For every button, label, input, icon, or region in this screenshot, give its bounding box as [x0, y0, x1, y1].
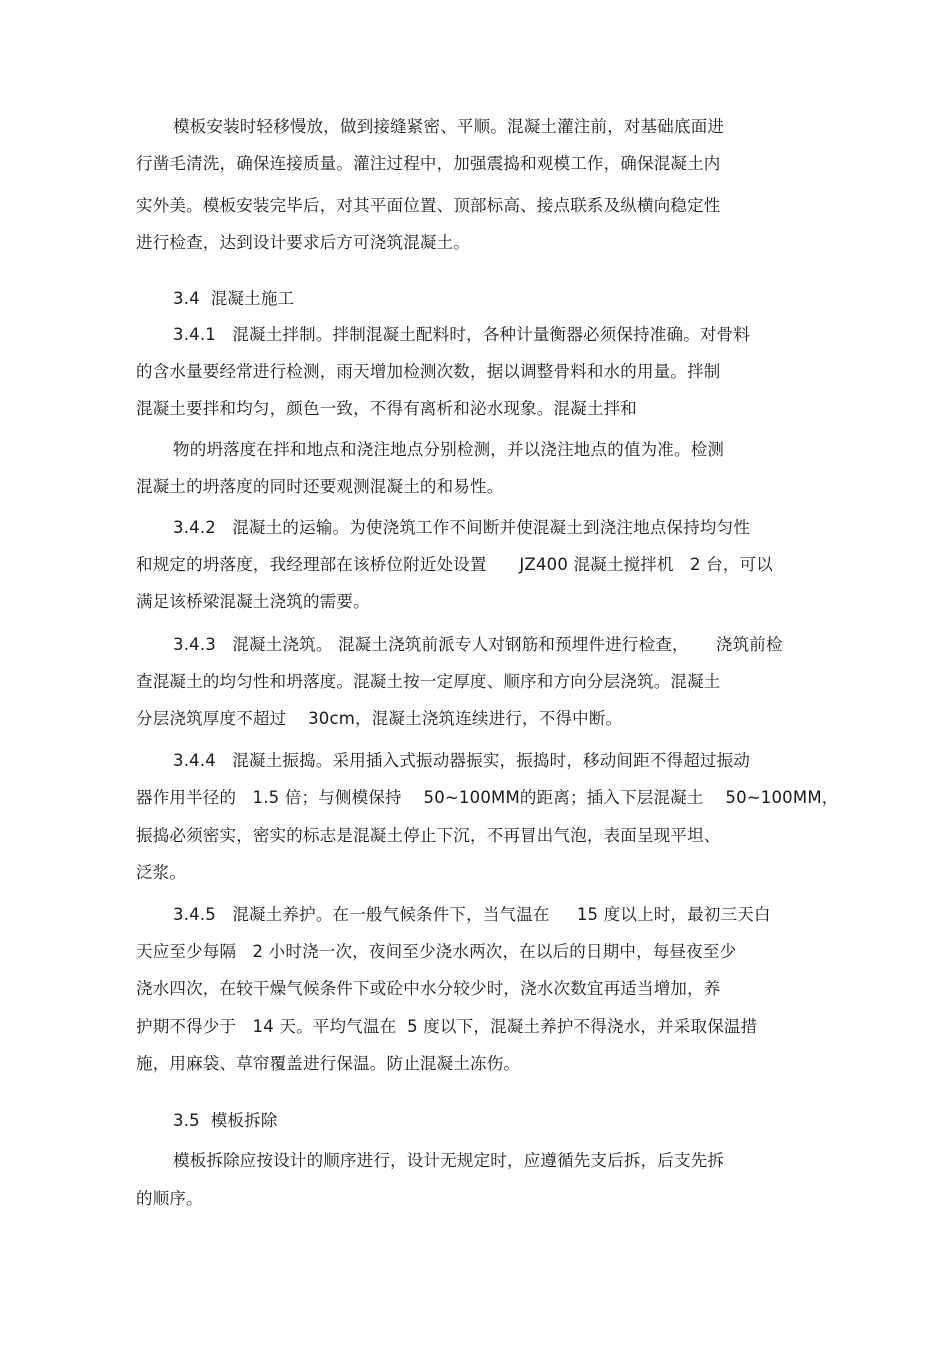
text-line: 3.4.1 混凝土拌制。拌制混凝土配料时，各种计量衡器必须保持准确。对骨料	[173, 325, 751, 344]
text-line: 泛浆。	[136, 863, 187, 882]
text-line: 查混凝土的均匀性和坍落度。混凝土按一定厚度、顺序和方向分层浇筑。混凝土	[136, 672, 721, 691]
text-line: 3.4.2 混凝土的运输。为使浇筑工作不间断并使混凝土到浇注地点保持均匀性	[173, 518, 751, 537]
text-line: 模板拆除应按设计的顺序进行，设计无规定时，应遵循先支后拆，后支先拆	[173, 1151, 725, 1170]
text-line: 振捣必须密实，密实的标志是混凝土停止下沉，不再冒出气泡，表面呈现平坦、	[136, 826, 721, 845]
text-line: 行凿毛清洗，确保连接质量。灌注过程中，加强震捣和观模工作，确保混凝土内	[136, 154, 721, 173]
text-line: 天应至少每隔 2 小时浇一次，夜间至少浇水两次，在以后的日期中，每昼夜至少	[136, 942, 737, 961]
text-line: 施，用麻袋、草帘覆盖进行保温。防止混凝土冻伤。	[136, 1054, 521, 1073]
text-line: 的含水量要经常进行检测，雨天增加检测次数，据以调整骨料和水的用量。拌制	[136, 362, 721, 381]
text-line: 分层浇筑厚度不超过 30cm，混凝土浇筑连续进行，不得中断。	[136, 709, 623, 728]
text-line: 混凝土要拌和均匀，颜色一致，不得有离析和泌水现象。混凝土拌和	[136, 399, 637, 418]
text-line: 浇水四次，在较干燥气候条件下或砼中水分较少时，浇水次数宜再适当增加，养	[136, 979, 721, 998]
text-line: 物的坍落度在拌和地点和浇注地点分别检测，并以浇注地点的值为准。检测	[173, 440, 725, 459]
text-line: 3.4.3 混凝土浇筑。 混凝土浇筑前派专人对钢筋和预埋件进行检查， 浇筑前检	[173, 635, 783, 654]
text-line: 模板安装时轻移慢放，做到接缝紧密、平顺。混凝土灌注前，对基础底面进	[173, 117, 725, 136]
text-line: 实外美。模板安装完毕后，对其平面位置、顶部标高、接点联系及纵横向稳定性	[136, 196, 721, 215]
section-heading: 3.5 模板拆除	[173, 1111, 278, 1130]
section-heading: 3.4 混凝土施工	[173, 289, 295, 308]
text-line: 护期不得少于 14 天。平均气温在 5 度以下，混凝土养护不得浇水，并采取保温措	[136, 1017, 758, 1036]
text-line: 器作用半径的 1.5 倍；与侧模保持 50~100MM的距离；插入下层混凝土 50~100MM，	[136, 788, 839, 807]
text-line: 满足该桥梁混凝土浇筑的需要。	[136, 592, 370, 611]
text-line: 进行检查，达到设计要求后方可浇筑混凝土。	[136, 233, 470, 252]
text-line: 3.4.4 混凝土振捣。采用插入式振动器振实，振捣时，移动间距不得超过振动	[173, 751, 751, 770]
text-line: 和规定的坍落度，我经理部在该桥位附近处设置 JZ400 混凝土搅拌机 2 台，可以	[136, 555, 773, 574]
text-line: 混凝土的坍落度的同时还要观测混凝土的和易性。	[136, 477, 504, 496]
text-line: 3.4.5 混凝土养护。在一般气候条件下，当气温在 15 度以上时，最初三天白	[173, 905, 771, 924]
text-line: 的顺序。	[136, 1189, 203, 1208]
